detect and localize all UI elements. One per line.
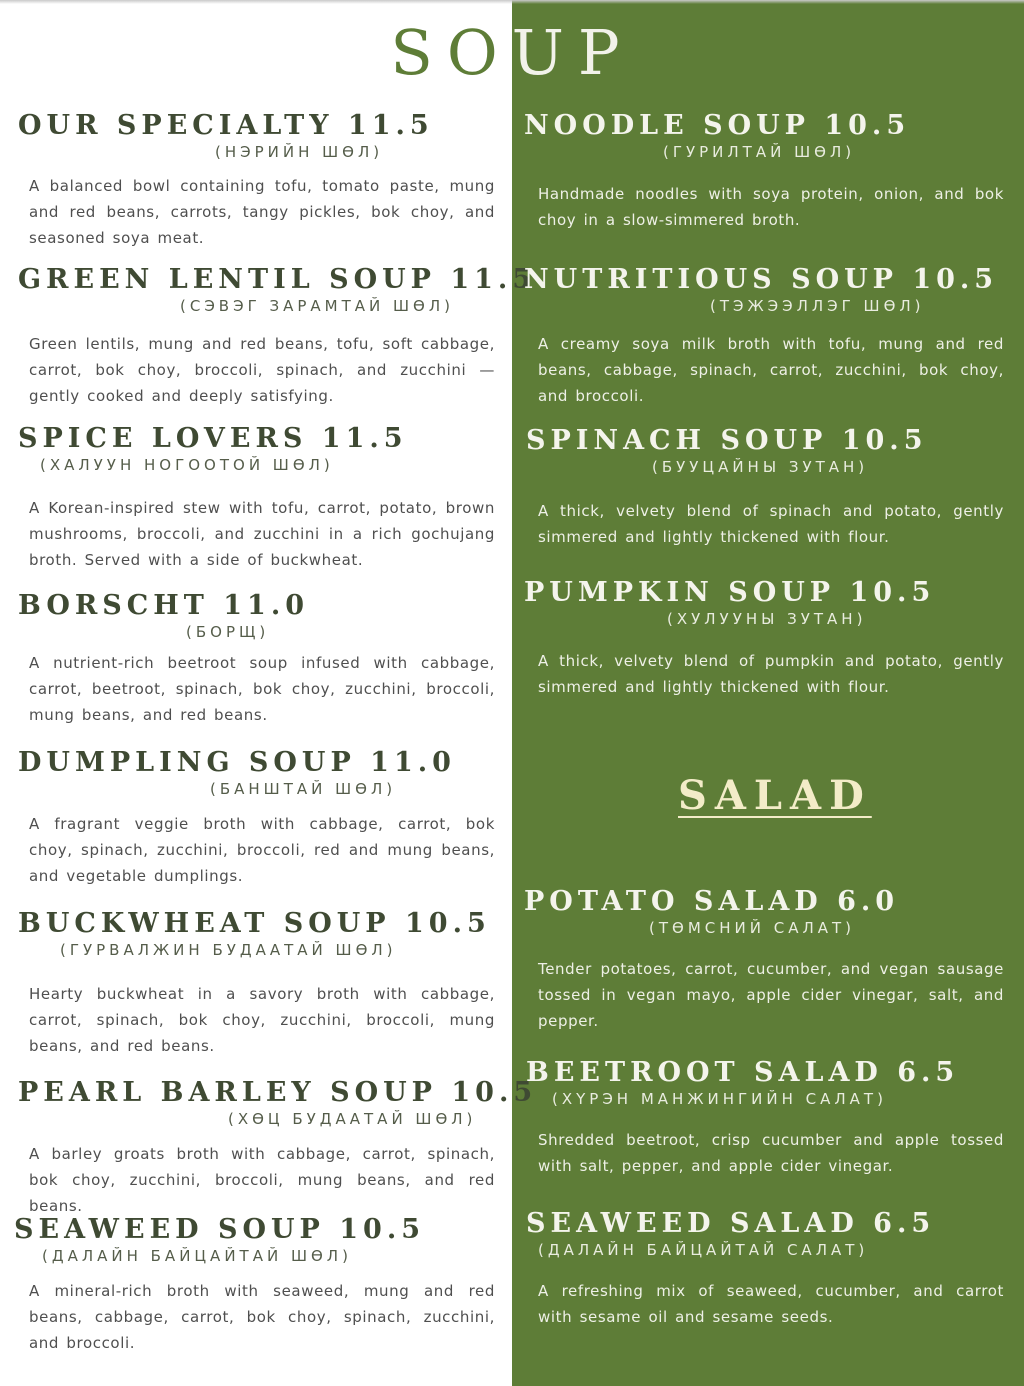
item-description: Tender potatoes, carrot, cucumber, and vegan sausage tossed in vegan mayo, apple cider vinegar, salt, and pepper.: [538, 960, 1004, 1030]
menu-item-pumpkin-soup: [524, 577, 1004, 700]
item-description: A thick, velvety blend of pumpkin and potato, gently simmered and lightly thickened with flour.: [538, 652, 1004, 696]
item-subtitle: (БАНШТАЙ ШӨЛ): [210, 780, 397, 798]
item-description: A balanced bowl containing tofu, tomato paste, mung and red beans, carrots, tangy pickles, bok choy, and seasoned soya meat.: [29, 177, 495, 247]
menu-item-seaweed-soup: [14, 1214, 495, 1356]
item-name: BEETROOT SALAD 6.5: [526, 1057, 960, 1088]
item-name: NOODLE SOUP 10.5: [524, 110, 911, 141]
item-description: A Korean-inspired stew with tofu, carrot, potato, brown mushrooms, broccoli, and zucchini in a rich gochujang broth. Served with a side of buckwheat.: [29, 499, 495, 569]
item-name: SPICE LOVERS 11.5: [18, 423, 408, 454]
item-subtitle: (НЭРИЙН ШӨЛ): [215, 143, 384, 161]
item-name: OUR SPECIALTY 11.5: [18, 110, 434, 141]
item-subtitle: (ДАЛАЙН БАЙЦАЙТАЙ ШӨЛ): [42, 1247, 352, 1265]
menu-item-seaweed-salad: [526, 1208, 1004, 1330]
item-name: POTATO SALAD 6.0: [524, 886, 900, 917]
menu-item-green-lentil-soup: [18, 264, 536, 409]
soup-heading-right: UP: [511, 16, 634, 89]
menu-item-spinach-soup: [526, 425, 1004, 550]
item-subtitle: (БОРЩ): [186, 623, 270, 641]
item-description: A creamy soya milk broth with tofu, mung and red beans, cabbage, spinach, carrot, zucchini, bok choy, and broccoli.: [538, 335, 1004, 405]
menu-item-potato-salad: [524, 886, 1004, 1034]
salad-heading: SALAD: [678, 772, 872, 819]
item-subtitle: (ДАЛАЙН БАЙЦАЙТАЙ САЛАТ): [538, 1241, 869, 1259]
item-description: A fragrant veggie broth with cabbage, carrot, bok choy, spinach, zucchini, broccoli, red and mung beans, and vegetable dumplings.: [29, 815, 495, 885]
item-subtitle: (ГУРВАЛЖИН БУДААТАЙ ШӨЛ): [60, 941, 397, 959]
item-name: BUCKWHEAT SOUP 10.5: [18, 908, 491, 939]
item-subtitle: (ХҮРЭН МАНЖИНГИЙН САЛАТ): [552, 1090, 887, 1108]
item-name: SPINACH SOUP 10.5: [526, 425, 928, 456]
menu-item-our-specialty: [18, 110, 495, 251]
menu-item-buckwheat-soup: [18, 908, 495, 1059]
menu-item-noodle-soup: [524, 110, 1004, 233]
item-name: NUTRITIOUS SOUP 10.5: [524, 264, 999, 295]
item-description: A refreshing mix of seaweed, cucumber, and carrot with sesame oil and sesame seeds.: [538, 1282, 1004, 1326]
item-subtitle: (ТЭЖЭЭЛЛЭГ ШӨЛ): [710, 297, 925, 315]
item-description: Shredded beetroot, crisp cucumber and apple tossed with salt, pepper, and apple cider vinegar.: [538, 1131, 1004, 1175]
item-description: A thick, velvety blend of spinach and potato, gently simmered and lightly thickened with flour.: [538, 502, 1004, 546]
menu-item-spice-lovers: [18, 423, 495, 573]
item-description: Handmade noodles with soya protein, onion, and bok choy in a slow-simmered broth.: [538, 185, 1004, 229]
item-subtitle: (СЭВЭГ ЗАРАМТАЙ ШӨЛ): [180, 297, 454, 315]
item-subtitle: (БУУЦАЙНЫ ЗУТАН): [652, 458, 869, 476]
menu-item-borscht: [18, 590, 495, 728]
soup-heading-left: SO: [390, 16, 512, 89]
item-description: A barley groats broth with cabbage, carrot, spinach, bok choy, zucchini, broccoli, mung beans, and red beans.: [29, 1145, 495, 1215]
item-description: Green lentils, mung and red beans, tofu, soft cabbage, carrot, bok choy, broccoli, spinach, and zucchini — gently cooked and deeply satisfying.: [29, 335, 495, 405]
menu-item-dumpling-soup: [18, 747, 495, 889]
item-description: A mineral-rich broth with seaweed, mung and red beans, cabbage, carrot, bok choy, spinach, zucchini, and broccoli.: [29, 1282, 495, 1352]
item-subtitle: (ТӨМСНИЙ САЛАТ): [649, 919, 856, 937]
top-shade: [0, 0, 1024, 4]
item-description: A nutrient-rich beetroot soup infused with cabbage, carrot, beetroot, spinach, bok choy, zucchini, broccoli, mung beans, and red beans.: [29, 654, 495, 724]
item-description: Hearty buckwheat in a savory broth with cabbage, carrot, spinach, bok choy, zucchini, broccoli, mung beans, and red beans.: [29, 985, 495, 1055]
item-subtitle: (ХАЛУУН НОГООТОЙ ШӨЛ): [40, 456, 334, 474]
menu-item-nutritious-soup: [524, 264, 1004, 409]
menu-item-pearl-barley-soup: [18, 1077, 537, 1219]
item-name: BORSCHT 11.0: [18, 590, 310, 621]
item-name: DUMPLING SOUP 11.0: [18, 747, 456, 778]
item-name: SEAWEED SOUP 10.5: [14, 1214, 426, 1245]
item-name: PEARL BARLEY SOUP 10.5: [18, 1077, 538, 1108]
soup-heading: [0, 18, 1024, 88]
item-name: GREEN LENTIL SOUP 11.5: [18, 264, 537, 295]
menu-item-beetroot-salad: [526, 1057, 1004, 1179]
item-subtitle: (ГУРИЛТАЙ ШӨЛ): [663, 143, 856, 161]
item-name: SEAWEED SALAD 6.5: [526, 1208, 936, 1239]
item-name: PUMPKIN SOUP 10.5: [524, 577, 936, 608]
item-subtitle: (ХӨЦ БУДААТАЙ ШӨЛ): [228, 1110, 477, 1128]
item-subtitle: (ХУЛУУНЫ ЗУТАН): [667, 610, 867, 628]
